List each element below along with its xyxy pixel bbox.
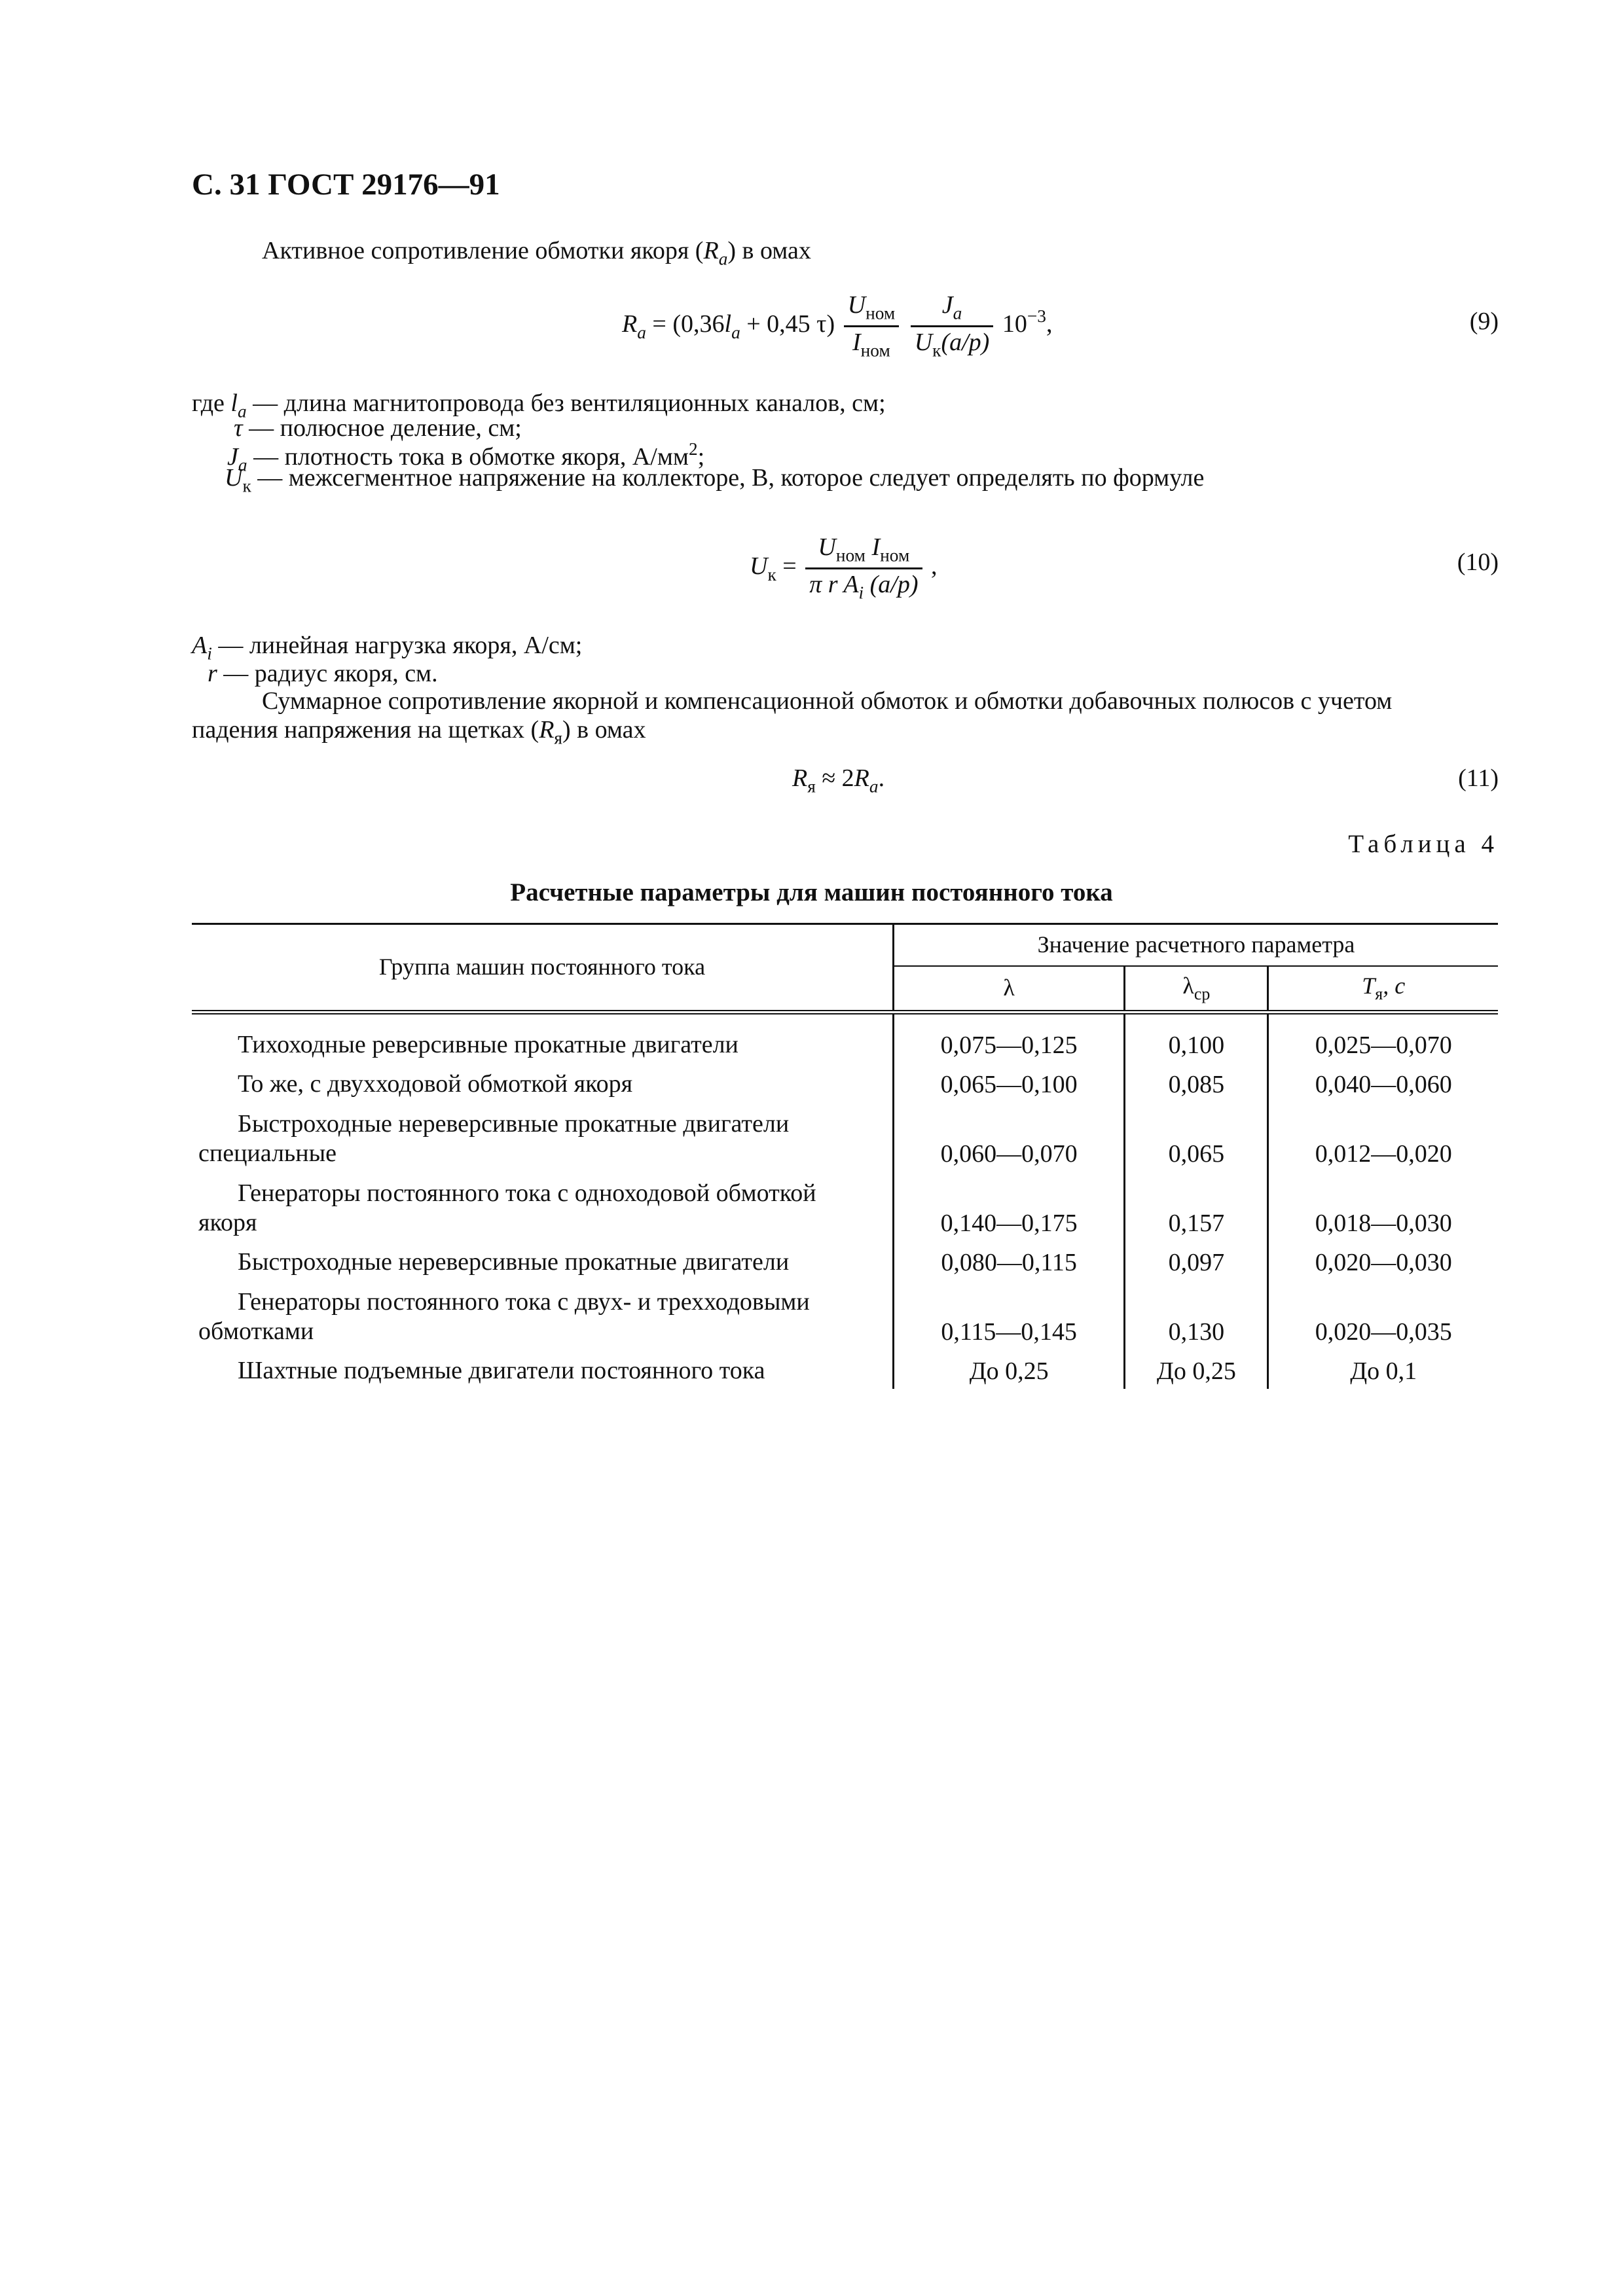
row-lambda-cp: 0,097	[1125, 1241, 1268, 1280]
eq9-fraction-2	[911, 291, 994, 361]
eq9-f1-den-sub: ном	[860, 340, 890, 361]
page-header: С. 31 ГОСТ 29176—91	[192, 168, 500, 202]
equation-9	[622, 291, 1052, 361]
eq10-fraction	[805, 533, 922, 603]
definitions-list	[192, 389, 1205, 496]
intro-text-before: Активное сопротивление обмотки якоря (	[262, 237, 704, 264]
row-t: 0,012—0,020	[1268, 1102, 1498, 1172]
row-lambda-cp: 0,085	[1125, 1063, 1268, 1102]
table-title: Расчетные параметры для машин постоянного тока	[510, 878, 1113, 906]
equation-11	[792, 764, 884, 797]
eq10-den: π r A	[809, 571, 859, 599]
row-group-cell	[192, 1350, 894, 1389]
definition-symbol: l	[230, 389, 238, 417]
eq9-l-sub: a	[731, 322, 740, 342]
row-lambda-cp: 0,130	[1125, 1280, 1268, 1350]
eq11-lhs-sub: я	[807, 776, 816, 797]
row-lambda-cp: 0,065	[1125, 1102, 1268, 1172]
eq9-f1-num: U	[847, 291, 866, 319]
lambda-cp-sub: ср	[1194, 984, 1211, 1004]
row-group-cell	[192, 1102, 894, 1172]
definition-symbol-sub: i	[207, 643, 212, 664]
definition-text: — длина магнитопровода без вентиляционных каналов, см;	[246, 389, 886, 417]
table-row	[192, 1350, 1498, 1389]
definition-symbol: A	[192, 632, 208, 659]
row-group-text-line-1: Быстроходные нереверсивные прокатные двигатели	[238, 1109, 790, 1138]
eq9-l: l	[724, 310, 732, 338]
definition-symbol-sub: a	[238, 455, 247, 475]
row-lambda-cp: До 0,25	[1125, 1350, 1268, 1389]
eq9-f2-den-rest: (a/p)	[941, 329, 990, 357]
paragraph-symbol-sub: я	[554, 728, 562, 748]
intro-text	[262, 237, 811, 270]
eq9-fraction-1	[844, 291, 900, 361]
eq9-f2-den: U	[914, 329, 933, 357]
column-header-t	[1268, 966, 1498, 1013]
row-t: До 0,1	[1268, 1350, 1498, 1389]
definition-prefix: где	[192, 389, 231, 417]
eq10-num-a-sub: ном	[835, 545, 866, 565]
eq11-end: .	[878, 764, 885, 792]
paragraph-line-1: Суммарное сопротивление якорной и компенсационной обмоток и обмотки добавочных полюсов с учетом	[262, 687, 1393, 715]
intro-text-after: ) в омах	[727, 237, 811, 264]
equation-10-number: (10)	[1457, 548, 1499, 576]
definition-text: — плотность тока в обмотке якоря, А/мм	[247, 443, 689, 471]
intro-symbol-sub: a	[718, 249, 728, 269]
row-group-text: То же, с двухходовой обмоткой якоря	[238, 1070, 633, 1098]
eq9-tail-end: ,	[1046, 310, 1053, 338]
eq9-f1-num-sub: ном	[866, 303, 896, 323]
definition-tau	[192, 414, 1204, 442]
definition-la	[192, 389, 1204, 422]
row-group-cell	[192, 1241, 894, 1280]
row-t: 0,025—0,070	[1268, 1013, 1498, 1064]
eq9-f2-den-sub: к	[932, 340, 941, 361]
row-group-cell	[192, 1172, 894, 1241]
row-group-text-line-2: специальные	[198, 1139, 337, 1168]
paragraph-symbol: R	[539, 715, 555, 744]
definition-sup: 2	[688, 439, 698, 459]
eq9-f1-den: I	[852, 329, 861, 357]
eq10-lhs-sub: к	[767, 564, 776, 584]
table-row	[192, 1280, 1498, 1350]
definition-uk	[192, 464, 1205, 496]
paragraph-line-2	[192, 716, 1498, 749]
definition-text: — полюсное деление, см;	[242, 414, 522, 442]
equation-9-number: (9)	[1469, 308, 1499, 335]
row-group-cell	[192, 1280, 894, 1350]
eq10-num-b: I	[866, 533, 881, 561]
row-t: 0,018—0,030	[1268, 1172, 1498, 1241]
t-symbol: T	[1362, 973, 1376, 999]
row-lambda: 0,065—0,100	[894, 1063, 1125, 1102]
eq11-mid: ≈ 2	[815, 764, 854, 792]
paragraph-line-2-before: падения напряжения на щетках (	[192, 715, 539, 744]
row-group-text: Шахтные подъемные двигатели постоянного тока	[238, 1357, 765, 1385]
row-lambda: 0,060—0,070	[894, 1102, 1125, 1172]
eq11-rhs-sub: a	[869, 776, 879, 797]
row-lambda: 0,115—0,145	[894, 1280, 1125, 1350]
column-header-lambda-cp	[1125, 966, 1268, 1013]
paragraph-line-2-after: ) в омах	[562, 715, 646, 744]
row-lambda-cp: 0,157	[1125, 1172, 1268, 1241]
definition-text: — радиус якоря, см.	[217, 660, 438, 687]
eq10-equals: =	[776, 552, 797, 581]
eq10-den-rest: (a/p)	[864, 571, 919, 599]
eq9-mid: + 0,45 τ)	[740, 310, 835, 338]
eq9-f2-num-sub: a	[953, 303, 962, 323]
table-row	[192, 1102, 1498, 1172]
row-group-text-line-2: обмотками	[198, 1318, 314, 1346]
row-t: 0,040—0,060	[1268, 1063, 1498, 1102]
row-group-cell	[192, 1013, 894, 1064]
table-row	[192, 1241, 1498, 1280]
definition-text: — линейная нагрузка якоря, А/см;	[211, 632, 583, 659]
eq10-num-a: U	[818, 533, 836, 561]
definition-symbol: J	[227, 443, 238, 471]
column-header-group: Группа машин постоянного тока	[192, 924, 894, 1013]
eq10-den-sub: i	[858, 583, 864, 603]
eq9-tail: 10	[996, 310, 1027, 338]
lambda-cp-symbol: λ	[1182, 973, 1194, 999]
equation-10	[750, 533, 938, 603]
definition-symbol: r	[208, 660, 217, 687]
column-header-values: Значение расчетного параметра	[894, 924, 1499, 967]
eq10-lhs: U	[750, 552, 768, 581]
row-lambda: До 0,25	[894, 1350, 1125, 1389]
eq10-num-b-sub: ном	[880, 545, 910, 565]
definition-ja	[192, 439, 1204, 475]
definition-symbol: U	[225, 464, 243, 492]
row-group-text-line-2: якоря	[198, 1209, 257, 1237]
row-group-text-line-1: Генераторы постоянного тока с двух- и трехходовыми	[238, 1287, 810, 1316]
row-lambda: 0,140—0,175	[894, 1172, 1125, 1241]
t-sub: я	[1375, 984, 1383, 1004]
row-group-cell	[192, 1063, 894, 1102]
row-lambda: 0,075—0,125	[894, 1013, 1125, 1064]
eq9-tail-exp: −3	[1027, 306, 1046, 327]
row-t: 0,020—0,035	[1268, 1280, 1498, 1350]
row-lambda: 0,080—0,115	[894, 1241, 1125, 1280]
table-row	[192, 1013, 1498, 1064]
definition-symbol-sub: к	[242, 476, 251, 496]
definition-end: ;	[697, 443, 705, 471]
definition-text: — межсегментное напряжение на коллекторе, В, которое следует определять по формуле	[251, 464, 1205, 492]
eq9-lhs-sub: a	[637, 322, 646, 342]
eq11-rhs: R	[854, 764, 869, 792]
equation-11-number: (11)	[1458, 764, 1499, 792]
eq9-equals: = (0,36	[646, 310, 725, 338]
parameters-table	[192, 923, 1498, 1389]
table-row	[192, 1063, 1498, 1102]
column-header-lambda: λ	[894, 966, 1125, 1013]
eq9-f2-num: J	[941, 291, 953, 319]
row-group-text-line-1: Генераторы постоянного тока с одноходовой обмоткой	[238, 1179, 816, 1207]
table-row	[192, 1172, 1498, 1241]
eq11-lhs: R	[792, 764, 808, 792]
definition-symbol-sub: a	[237, 401, 247, 422]
t-unit: , с	[1383, 973, 1406, 999]
row-lambda-cp: 0,100	[1125, 1013, 1268, 1064]
eq9-lhs: R	[622, 310, 638, 338]
eq10-tail: ,	[924, 552, 938, 581]
row-t: 0,020—0,030	[1268, 1241, 1498, 1280]
definition-r	[208, 660, 438, 689]
paragraph-total-resistance	[192, 687, 1498, 749]
intro-symbol: R	[703, 237, 719, 264]
definition-symbol: τ	[234, 414, 243, 442]
row-group-text: Быстроходные нереверсивные прокатные двигатели	[238, 1248, 790, 1276]
table-number: Таблица 4	[1348, 830, 1499, 858]
row-group-text: Тихоходные реверсивные прокатные двигатели	[238, 1031, 739, 1059]
